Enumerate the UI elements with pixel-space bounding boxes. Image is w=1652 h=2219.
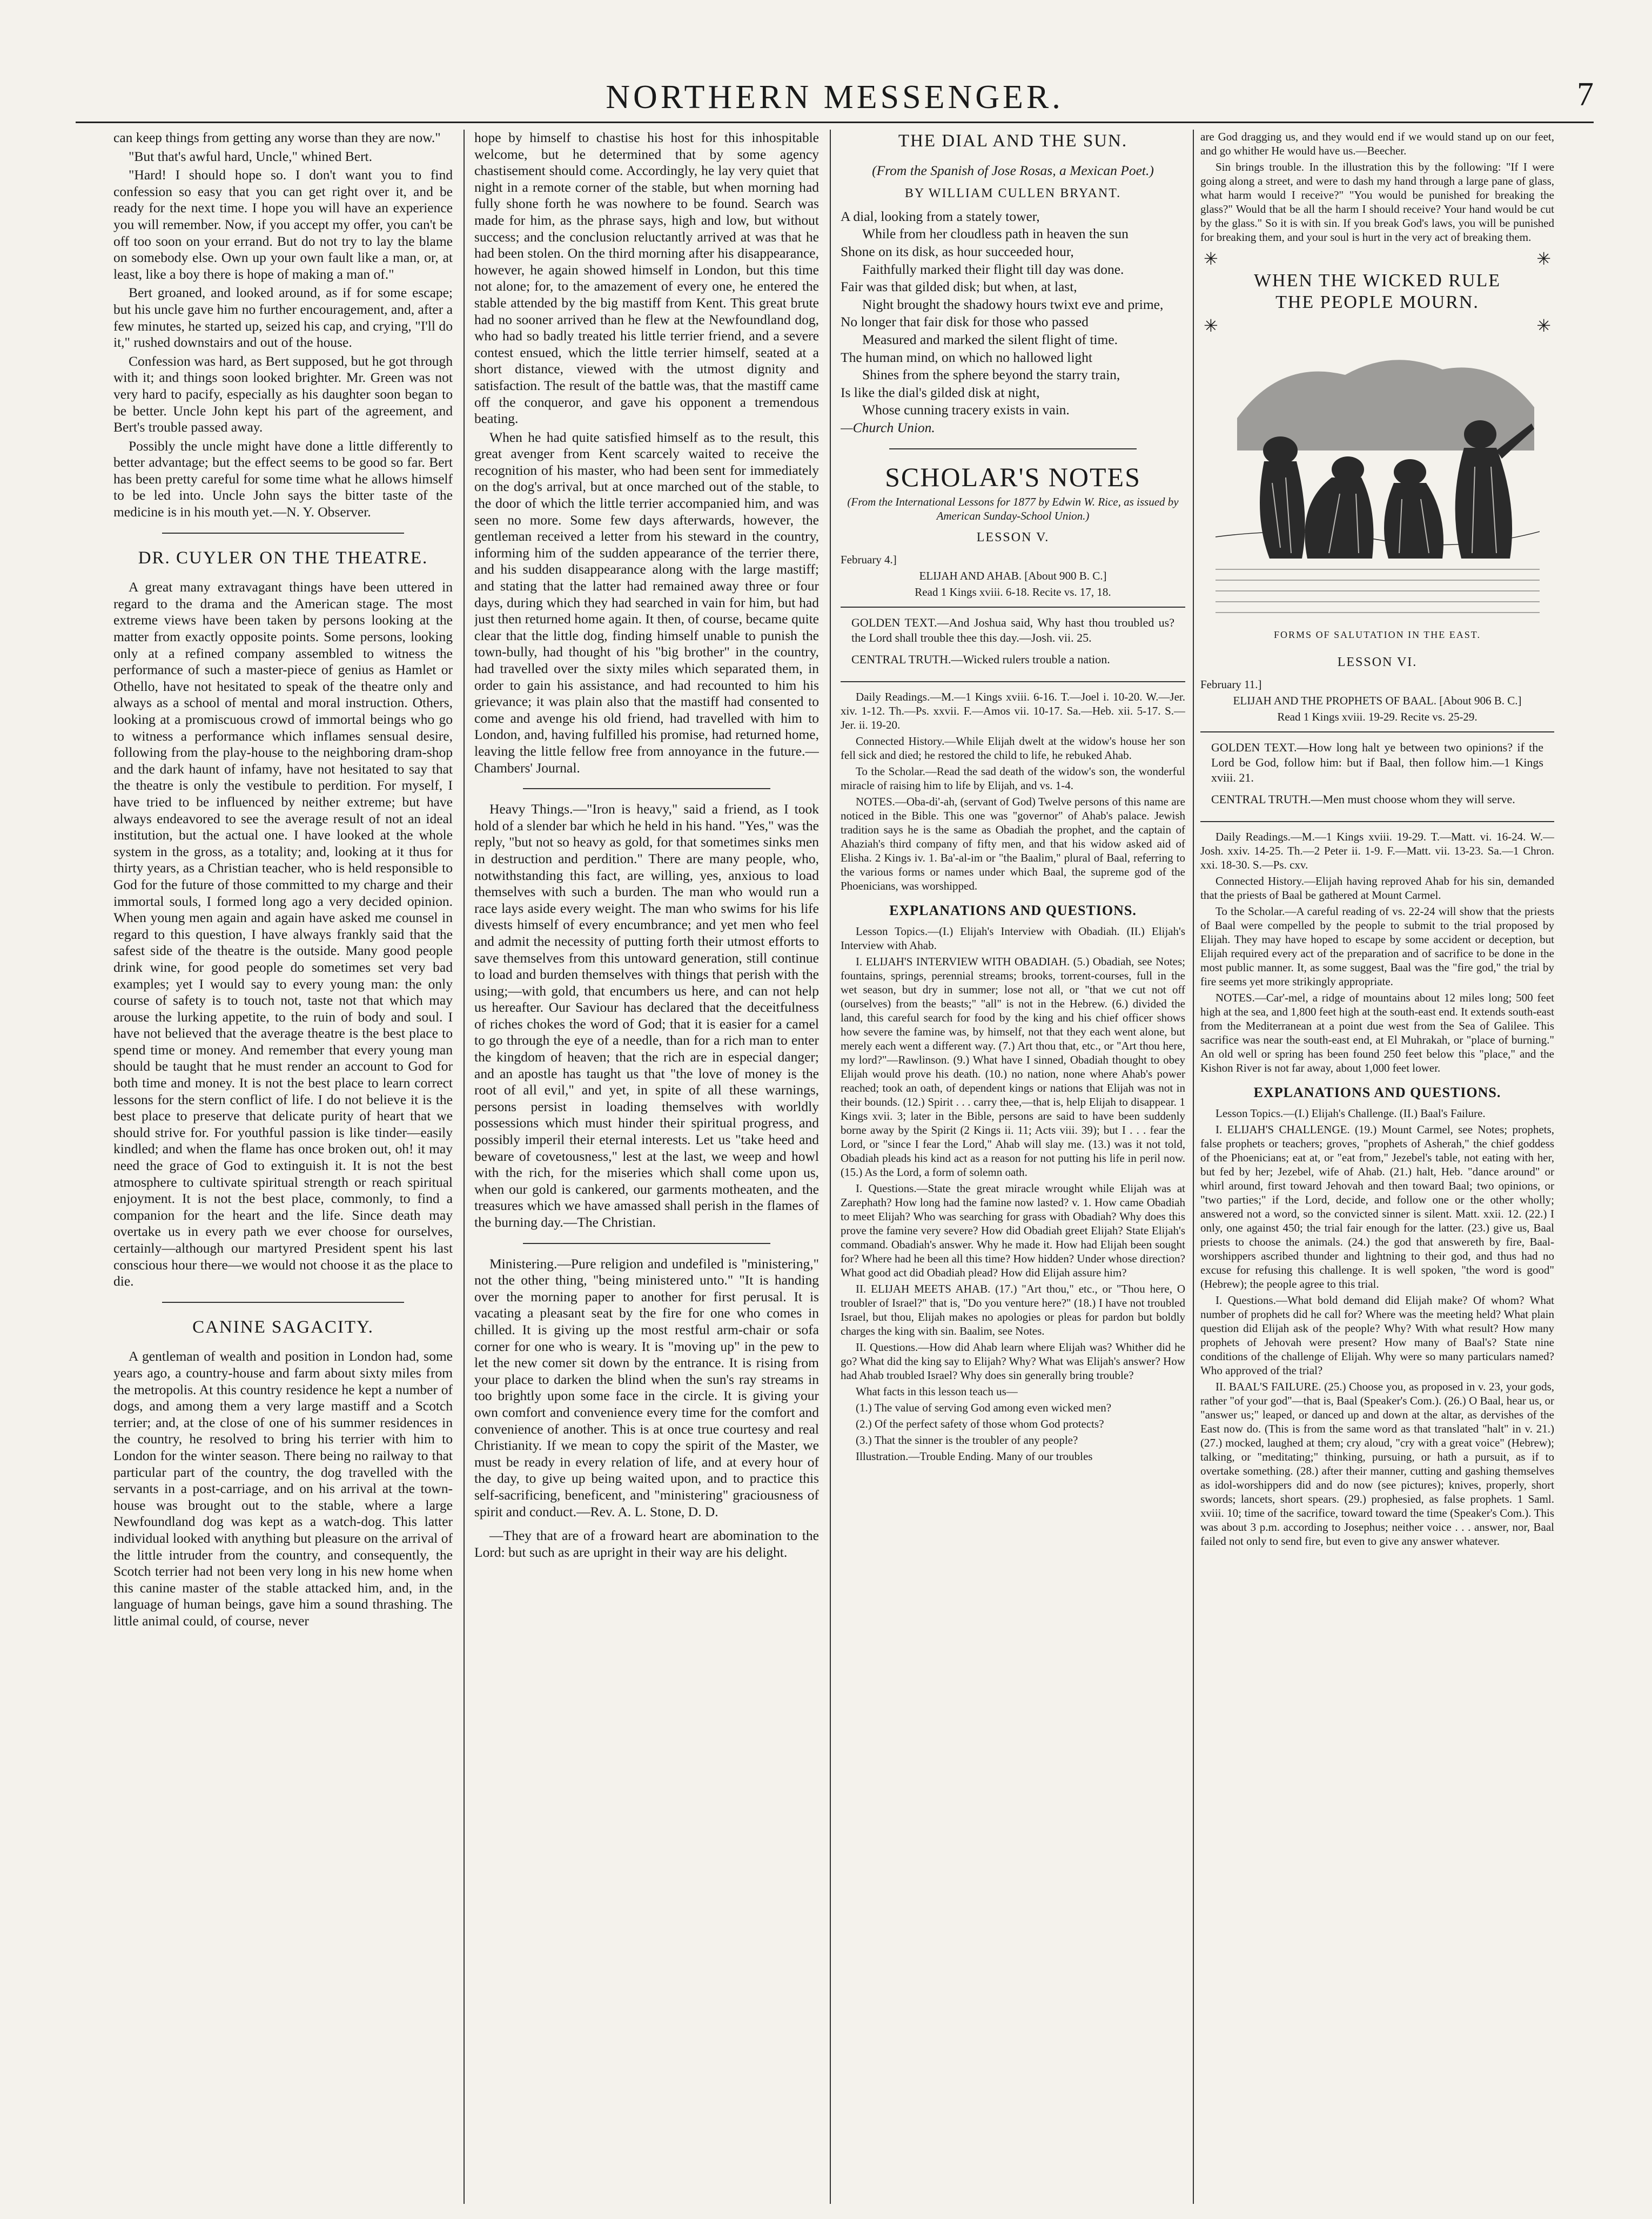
ministering-paragraph: Ministering.—Pure religion and undefiled is "ministering," not the other thing, "being ministered unto." "It is handing over the morning paper to another for first perusal. It is vacating a pleasant seat by the fire for one who comes in chilled. It is giving up the most restful arm-chair or sofa corner for one who is weary. It is "moving up" in the pew to let the new comer sit down by the entrance. It is rising from your place to darken the blind when the sun's ray streams in too brightly upon some face in the circle. It is giving your own comfort and convenience every time for the comfort and convenience of another. This is at once true courtesy and real Christianity. If we mean to copy the spirit of the Master, we must be ready in every relation of life, and at every hour of the day, to give up being waited upon, and to practice this self-sacrificing, beneficent, and "ministering" graciousness of spirit and conduct.—Rev. A. L. Stone, D. D. [474,1255,819,1519]
sin-brings-trouble: Sin brings trouble. In the illustration this by the following: "If I were going along a street, and were to dash my hand through a large pane of glass, what harm would I receive?" "You would be punished for breaking the glass?" Would that be all the harm I should receive? Your hand would be cut by the glass." So it is with sin. If you break God's laws, you will be punished for breaking them, and your soul is hurt in the very act of breaking them. [1200,160,1554,244]
poem-line: While from her cloudless path in heaven the sun [862,226,1129,242]
notes-source: (From the International Lessons for 1877 by Edwin W. Rice, as issued by American Sunday-School Union.) [847,495,1179,523]
explanations-title: EXPLANATIONS AND QUESTIONS. [1253,1084,1501,1100]
star-ornament-icon: ✳ [1536,315,1551,335]
newspaper-title: NORTHERN MESSENGER. [606,79,1064,116]
paragraph: Bert groaned, and looked around, as if for some escape; but his uncle gave him no further encouragement, and, after a few minutes, he started up, seized his cap, and crying, "I'll do it," rushed downstairs and out of the house. [113,285,453,351]
paragraph: "Hard! I should hope so. I don't want you to find confession so easy that you can get right over it, and be ready for the next time. I hope you will have an experience you will remember. Now, if you accept my offer, you can't be off too soon on your errand. But do not try to lay the blame on somebody else. Own up your own fault like a man, or, at least, like a boy there is hope of making a man of." [113,167,453,282]
column-divider [464,130,465,2204]
lesson-name: ELIJAH AND AHAB. [About 900 B. C.] [919,569,1107,582]
section-rule [162,1302,404,1303]
section-rule [162,533,404,534]
poem-lines [841,209,1185,436]
poem-author: BY WILLIAM CULLEN BRYANT. [904,186,1122,201]
poem-line: Fair was that gilded disk; but when, at last, [841,279,1077,295]
section-rule [889,448,1137,449]
explanation-section: II. BAAL'S FAILURE. (25.) Choose you, as proposed in v. 23, your gods, rather "of your god"—that is, Baal (Speaker's Com.). (26.) O Baal, hear us, or "answer us;" leaped, or danced up and down at the altar, as dervishes of the East now do. (This is from the same word as that translated "halt" in v. 21.) (27.) mocked, laughed at them; cry aloud, "cry with a great voice" (Hebrew); talking, or "meditating;" thinking, pursuing, or hath a pursuit, as if to overtake something. (28.) after their manner, cutting and gashing themselves as idol-worshippers did and do now (see pictures); knives, properly, short swords; lancets, short spears. (29.) prophesied, as false prophets. 1 Saml. xviii. 10; time of the sacrifice, toward toward the time (Speaker's Com.). This was about 3 p.m. according to Josephus; neither voice . . . answer, nor, Baal failed not only to send fire, but even to give any answer whatever. [1200,1380,1554,1548]
ornament-row [1200,251,1554,267]
lesson-topics: Lesson Topics.—(I.) Elijah's Challenge. (II.) Baal's Failure. [1216,1107,1486,1120]
poem-line: Shone on its disk, as hour succeeded hour, [841,243,1074,259]
questions: II. Questions.—How did Ahab learn where Elijah was? Whither did he go? What did the king say to Elijah? Why? What was Elijah's answer? How had Ahab troubled Israel? Why does sin generally bring trouble? [841,1341,1185,1382]
lesson-name: ELIJAH AND THE PROPHETS OF BAAL. [About 906 B. C.] [1233,694,1522,707]
facts-intro: What facts in this lesson teach us— [856,1385,1018,1398]
star-ornament-icon: ✳ [1204,315,1218,335]
woodcut-title: THE PEOPLE MOURN. [1275,292,1479,313]
paragraph: A gentleman of wealth and position in London had, some years ago, a country-house and farm about sixty miles from the metropolis. At this country residence he kept a number of dogs, and among them a very large mastiff and a Scotch terrier; and, at the close of one of his summer residences in the country, he resolved to bring his terrier with him to London for the winter season. There being no railway to that particular part of the country, the dog travelled with the servants in a post-carriage, and on his arrival at the town-house was brought out to the stable, where a large Newfoundland dog was kept as a watch-dog. This latter individual looked with anything but pleasure on the arrival of the little intruder from the country, and consequently, the Scotch terrier had not been very long in his new home when this canine master of the stable attacked him, and, in the language of human beings, gave him a sound thrashing. The little animal could, of course, never [113,1348,453,1629]
daily-readings: Daily Readings.—M.—1 Kings xviii. 19-29. T.—Matt. vi. 16-24. W.—Josh. xxiv. 14-25. Th.—2 Peter ii. 1-9. F.—Matt. vii. 13-23. Sa.—1 Chron. xxi. 18-30. S.—Ps. cxv. [1200,830,1554,871]
explanation-section: I. ELIJAH'S CHALLENGE. (19.) Mount Carmel, see Notes; prophets, false prophets or teachers; groves, "prophets of Asherah," the chief goddess of the Phoenicians; eat at, or "eat from," Jezebel's table, not eating with her, but fed by her; Jezebel, wife of Ahab. (21.) halt, Heb. "dance around" or whirl around, first toward Jehovah and then toward Baal; two opinions, or "two parties;" if the Lord, decide, and follow one or the other wholly; answered not a word, so the convicted sinner is silent. Matt. xxii. 12. (22.) I only, one against 450; the trial fair enough for the latter. (23.) give us, Baal priests to choose the animals. (24.) the god that answereth by fire, Baal-worshippers ascribed thunder and lightning to their god, and thus had no excuse for refusing this challenge. It is well spoken, "the word is good" (Hebrew); the people agree to this trial. [1200,1123,1554,1291]
paragraph: When he had quite satisfied himself as to the result, this great avenger from Kent scarcely waited to receive the recognition of his master, who had been sent for immediately on the dog's arrival, but at once marched out of the stable, to the door of which the little terrier accompanied him, and was seen no more. Some few days afterwards, however, the gentleman received a letter from his steward in the country, informing him of the sudden appearance of the terrier there, and his sudden disappearance along with the large mastiff; and stating that the latter had remained away three or four days, during which they had searched in vain for him, but had just then returned home again. It then, of course, became quite clear that the little dog, finding himself unable to punish the town-bully, had thought of his "big brother" in the country, had travelled over the sixty miles which separated them, in order to gain his assistance, and had recounted to him his grievance; it was plain also that the mastiff had consented to come and avenge his old friend, had travelled with him to London, and, having fulfilled his promise, had returned home, leaving the little fellow free from annoyance in the future.—Chambers' Journal. [474,429,819,776]
golden-text: GOLDEN TEXT.—How long halt ye between two opinions? if the Lord be God, follow him: but if Baal, then follow him.—1 Kings xviii. 21. [1211,740,1543,784]
poem-credit: —Church Union. [841,419,935,435]
paragraph: Possibly the uncle might have done a little differently to better advantage; but the effect seems to be good so far. Bert has been pretty careful for some time what he allows himself to be led into. Uncle John says the bitter taste of the medicine is in his mouth yet.—N. Y. Observer. [113,438,453,520]
daily-readings: Daily Readings.—M.—1 Kings xviii. 6-16. T.—Joel i. 10-20. W.—Jer. xiv. 1-12. Th.—Ps. xxvii. F.—Amos vii. 10-17. Sa.—Heb. xii. 5-17. S.—Jer. ii. 19-20. [841,690,1185,731]
poem-line: The human mind, on which no hallowed light [841,349,1093,365]
section-rule [523,1243,770,1244]
explanation-section: I. ELIJAH'S INTERVIEW WITH OBADIAH. (5.) Obadiah, see Notes; fountains, springs, perennial streams; brooks, torrent-courses, full in the wet season, but dry in summer; lose not all, or "that we cut not off (ourselves) from the beasts;" "all" is not in the Hebrew. (6.) divided the land, this careful search for food by the king and his chief officer shows how severe the famine was, by himself, not that they each went alone, but merely each went a different way. (7.) Art thou that, etc., or "Art thou here, my lord?"—Rawlinson. (9.) What have I sinned, Obadiah thought to obey Elijah would prove his death. (10.) no nation, none where Ahab's power reached; took an oath, of dependent kings or nations that Elijah was not in their bounds. (12.) Spirit . . . carry thee,—that is, help Elijah to disappear. 1 Kings xvii. 3; later in the Bible, persons are said to have been suddenly borne away by the Spirit (2 Kings ii. 11; Acts viii. 39); but I . . . fear the Lord, or "since I fear the Lord," Ahab will slay me. (13.) was it not told, Obadiah pleads his kind act as a reason for not putting his life in peril now. (15.) As the Lord, a form of solemn oath. [841,955,1185,1179]
lesson-reading: Read 1 Kings xviii. 6-18. Recite vs. 17, 18. [915,585,1111,599]
column-4 [1200,130,1554,2204]
poem-line: A dial, looking from a stately tower, [841,208,1040,224]
column-divider [830,130,831,2204]
lesson-topics: Lesson Topics.—(I.) Elijah's Interview with Obadiah. (II.) Elijah's Interview with Ahab. [841,925,1185,952]
golden-text-box [841,607,1185,682]
poem-source: (From the Spanish of Jose Rosas, a Mexican Poet.) [872,162,1154,178]
to-the-scholar: To the Scholar.—Read the sad death of the widow's son, the wonderful miracle of raising him to life by Elijah, and vs. 1-4. [841,764,1185,792]
story-ending [113,130,453,521]
fact: (3.) That the sinner is the troubler of any people? [856,1434,1078,1447]
article-title: DR. CUYLER ON THE THEATRE. [138,548,428,568]
page-number: 7 [1577,76,1594,113]
lesson-date: February 4.] [841,553,897,566]
golden-text-box [1200,731,1554,822]
central-truth: CENTRAL TRUTH.—Wicked rulers trouble a nation. [851,652,1110,666]
illustration: Illustration.—Trouble Ending. Many of our troubles [856,1450,1093,1463]
golden-text: GOLDEN TEXT.—And Joshua said, Why hast thou troubled us? the Lord shall trouble thee this day.—Josh. vii. 25. [851,615,1174,644]
woodcut-caption: FORMS OF SALUTATION IN THE EAST. [1274,629,1481,641]
poem-line: Measured and marked the silent flight of time. [862,331,1118,347]
proverb: —They that are of a froward heart are abomination to the Lord: but such as are upright in their way are his delight. [474,1528,819,1560]
paragraph: hope by himself to chastise his host for this inhospitable welcome, but he determined that by some agency chastisement should come. Accordingly, he lay very quiet that night in a remote corner of the stable, but when morning had fully shone forth he was nowhere to be found. Search was made for him, as the phrase says, high and low, but without success; and the conclusion reluctantly arrived at was that he had been stolen. On the third morning after his disappearance, however, he again showed himself in London, but this time not alone; for, to the amazement of every one, he entered the stable attended by the big mastiff from Kent. This great brute had no sooner arrived than he flew at the Newfoundland dog, who had so badly treated his little terrier friend, and a severe contest ensued, which the little terrier himself, seated at a short distance, viewed with the utmost dignity and satisfaction. The result of the battle was, that the mastiff came off the conqueror, and gave his opponent a tremendous beating. [474,130,819,427]
poem-title: THE DIAL AND THE SUN. [898,131,1128,151]
questions: I. Questions.—State the great miracle wrought while Elijah was at Zarephath? How long had the famine now lasted? v. 1. How came Obadiah to meet Elijah? Who was searching for grass with Obadiah? Why does this prove the famine very severe? How did Obadiah greet Elijah? State Elijah's command. Obadiah's answer. Why he made it. How had Elijah been sought for? Where had he been all this time? How hidden? Under whose direction? What good act did Obadiah plead? How did Elijah assure him? [841,1182,1185,1280]
connected-history: Connected History.—Elijah having reproved Ahab for his sin, demanded that the priests of Baal be gathered at Mount Carmel. [1200,874,1554,902]
paragraph: can keep things from getting any worse than they are now." [113,130,441,145]
heavy-things-paragraph: Heavy Things.—"Iron is heavy," said a friend, as I took hold of a slender bar which he held in his hand. "Yes," was the reply, "but not so heavy as gold, for that sometimes sinks men in destruction and perdition." There are many people, who, notwithstanding this fact, are willing, yes, anxious to load themselves with such a burden. The man who would run a race lays aside every weight. The man who swims for his life divests himself of every encumbrance; and yet men who feel and admit the necessity of putting forth their utmost efforts to save themselves from this untoward generation, still continue to load and burden themselves with things that perish with the using;—with gold, that encumbers us here, and can not help us hereafter. Our Saviour has declared that the deceitfulness of riches chokes the word of God; that it is easier for a camel to go through the eye of a needle, than for a rich man to enter the kingdom of heaven; that the rich are in especial danger; and an apostle has taught us that "the love of money is the root of all evil," and yet, in spite of all these warnings, persons persist in loading themselves with worldly possessions which must hinder their spiritual progress, and possibly imperil their eternal interests. Let us "take heed and beware of covetousness," lest at the last, we weep and howl with the rich, for the miseries which shall come upon us, when our gold is cankered, our garments motheaten, and the treasures which we have amassed shall perish in the flames of the burning day.—The Christian. [474,801,819,1230]
to-the-scholar: To the Scholar.—A careful reading of vs. 22-24 will show that the priests of Baal were compelled by the people to submit to the trial proposed by Elijah. They may have hoped to escape by some accident or deception, but Elijah required every act of the preparation and of sacrifice to be done in the most public manner. It, as some suggest, Baal was the "fire god," the trial by fire seems yet more strikingly appropriate. [1200,904,1554,988]
poem-line: Faithfully marked their flight till day was done. [862,261,1124,277]
questions: I. Questions.—What bold demand did Elijah make? Of whom? What number of prophets did he call for? Where was the meeting held? What plain question did Elijah ask of the people? Why? With what result? How many prophets of Jehovah were present? How many of Baal's? State nine conditions of the challenge of Elijah. Why were so many particulars named? Who approved of the trial? [1200,1294,1554,1377]
article-title: CANINE SAGACITY. [192,1317,374,1337]
paragraph: Confession was hard, as Bert supposed, but he got through with it; and things soon looked brighter. Mr. Green was not very hard to pacify, especially as his daughter soon began to be better. Uncle John kept his part of the agreement, and Bert's trouble passed away. [113,353,453,435]
masthead [76,5,1594,116]
ornament-row [1200,315,1554,335]
poem-line: Whose cunning tracery exists in vain. [862,402,1070,418]
lesson-date: February 11.] [1200,677,1262,691]
column-divider [1193,130,1194,2204]
masthead-rule [76,122,1594,123]
explanation-section: II. ELIJAH MEETS AHAB. (17.) "Art thou," etc., or "Thou here, O troubler of Israel?" that is, "Do you venture here?" (18.) I have not troubled Israel, but thou, Elijah makes no apologies or pleas for pardon but boldly charges the king with sin. Baalim, see Notes. [841,1282,1185,1338]
explanations-title: EXPLANATIONS AND QUESTIONS. [889,902,1137,918]
poem-line: Is like the dial's gilded disk at night, [841,384,1040,400]
poem-line: No longer that fair disk for those who passed [841,314,1089,330]
lesson-number: LESSON VI. [1337,655,1418,669]
section-rule [523,788,770,789]
connected-history: Connected History.—While Elijah dwelt at the widow's house her son fell sick and died; he restored the child to life, he rebuked Ahab. [841,734,1185,762]
star-ornament-icon: ✳ [1204,249,1218,268]
notes: NOTES.—Car'-mel, a ridge of mountains about 12 miles long; 500 feet high at the sea, and 1,800 feet high at the south-east end. It extends south-east from the Mediterranean at a point due west from the Sea of Galilee. This sacrifice was near the south-east end, at El Muhrakah, or "place of burning." An old well or spring has been found 250 feet below this "place," and the Kishon River is not far away, about 1,000 feet lower. [1200,991,1554,1074]
column-1 [113,130,453,2204]
paragraph: "But that's awful hard, Uncle," whined Bert. [129,148,373,164]
column-3 [841,130,1185,2204]
fact: (2.) Of the perfect safety of those whom God protects? [856,1417,1104,1431]
poem-line: Shines from the sphere beyond the starry train, [862,367,1120,383]
column-2 [474,130,819,2204]
notes: NOTES.—Oba-di'-ah, (servant of God) Twelve persons of this name are noticed in the Bible. This one was "governor" of Ahab's palace. Jewish tradition says he is the same as Obadiah the prophet, and the captain of Ahaziah's third company of fifty men, and that his widow asked aid of Elisha. 2 Kings iv. 1. Ba'-al-im or "the Baalim," plural of Baal, referring to the various forms or names under which Baal, the supreme god of the Phoenicians, was worshipped. [841,795,1185,892]
woodcut-title: WHEN THE WICKED RULE [1253,270,1501,291]
poem-line: Night brought the shadowy hours twixt eve and prime, [862,296,1164,312]
paragraph: A great many extravagant things have been uttered in regard to the drama and the American stage. The most extreme views have been taken by persons looking at the matter from exactly opposite points. Some persons, looking only at a refined company assembled to witness the performance of such a master-piece of genius as Hamlet or Othello, have not hesitated to speak of the theatre only and always as a school of mental and moral instruction. Others, looking at a promiscuous crowd of immortal beings who go to witness a performance which inflames sensual desire, following from the play-house to the neighboring dram-shop and the dark haunt of infamy, have not hesitated to say that the theatre is only the vestibule to perdition. For myself, I have tried to be influenced by neither extreme; but have always endeavored to see the average result of not an ideal institution, but the actual one. I have looked at the whole system in the gross, as a totality; and, looking at it thus for thirty years, as a Christian teacher, who is held responsible to God for the future of those committed to my charge and their immortal souls, I formed long ago a very decided opinion. When young men again and again have asked me counsel in regard to this question, I have always frankly said that the safest side of the theatre is the outside. Many good people drink wine, for good people do sometimes set very bad examples; yet I would say to every young man: the only course of safety is to touch not, taste not that which may arouse the lurking appetite, to the ruin of body and soul. I have not believed that the average theatre is the best place to spend time or money. And remember that every young man should be taught that he must render an account to God for both time and money. It is not the best place to learn correct lessons for the stern conflict of life. I do not believe it is the best place to preserve that delicate purity of heart that we should strive for. For youthful passion is like tinder—easily kindled; and when the flame has once broken out, oh! it may need the grace of God to extinguish it. It is not the best atmosphere to cultivate spiritual strength or reach spiritual enjoyment. It is not the best place, commonly, to find a companion for the heart and the life. Since death may overtake us in every path we ever choose for ourselves, certainly—although our martyred President spent his last conscious hour there—we would not choose it as the place to die. [113,579,453,1289]
illustration-cont: are God dragging us, and they would end if we would stand up on our feet, and go whither He would have us.—Beecher. [1200,130,1554,157]
fact: (1.) The value of serving God among even wicked men? [856,1401,1112,1415]
lesson-reading: Read 1 Kings xviii. 19-29. Recite vs. 25-29. [1277,710,1478,723]
salutation-woodcut [1216,342,1540,623]
section-title: SCHOLAR'S NOTES [885,461,1141,492]
central-truth: CENTRAL TRUTH.—Men must choose whom they will serve. [1211,792,1515,806]
lesson-number: LESSON V. [976,530,1050,545]
star-ornament-icon: ✳ [1536,249,1551,268]
